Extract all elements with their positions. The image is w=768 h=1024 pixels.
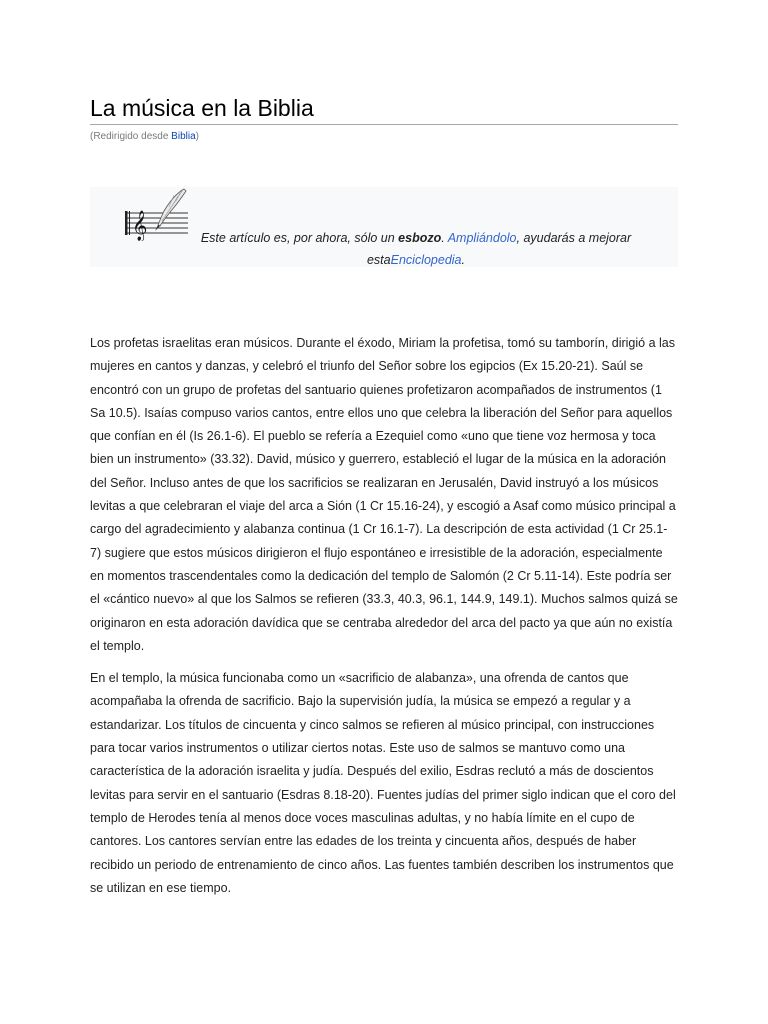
stub-notice-text xyxy=(186,227,646,271)
redirect-suffix: ) xyxy=(195,131,199,142)
paragraph: Los profetas israelitas eran músicos. Durante el éxodo, Miriam la profetisa, tomó su tamborín, dirigió a las mujeres en cantos y danzas, y celebró el triunfo del Señor sobre los egipcios (Ex 15.20-21). Saúl se encontró con un grupo de profetas del santuario quienes profetizaron acompañados de instrumentos (1 Sa 10.5). Isaías compuso varios cantos, entre ellos uno que celebra la liberación del Señor para aquellos que confían en él (Is 26.1-6). El pueblo se refería a Ezequiel como «uno que tiene voz hermosa y toca bien un instrumento» (33.32). David, músico y guerrero, estableció el lugar de la música en la adoración del Señor. Incluso antes de que los sacrificios se realizaran en Jerusalén, David instruyó a los músicos levitas a que celebraran el viaje del arca a Sión (1 Cr 15.16-24), y escogió a Asaf como músico principal a cargo del agradecimiento y alabanza continua (1 Cr 16.1-7). La descripción de esta actividad (1 Cr 25.1-7) sugiere que estos músicos dirigieron el flujo espontáneo e irresistible de la adoración, especialmente en momentos trascendentales como la dedicación del templo de Salomón (2 Cr 5.11-14). Este podría ser el «cántico nuevo» al que los Salmos se refieren (33.3, 40.3, 96.1, 144.9, 149.1). Muchos salmos quizá se originaron en esta adoración davídica que se centraba alrededor del arca del pacto ya que aún no existía el templo. xyxy=(90,336,678,653)
redirect-prefix: (Redirigido desde xyxy=(90,131,172,142)
stub-text-end: . xyxy=(461,253,465,267)
stub-text-before: Este artículo es, por ahora, sólo un xyxy=(200,231,399,245)
redirect-note xyxy=(90,130,678,144)
music-score-quill-icon xyxy=(122,187,188,241)
stub-notice-box xyxy=(90,187,678,267)
article-body xyxy=(90,332,678,900)
encyclopedia-link[interactable]: Enciclopedia xyxy=(390,253,462,267)
stub-bold-word: esbozo xyxy=(398,231,442,245)
paragraph: En el templo, la música funcionaba como un «sacrificio de alabanza», una ofrenda de cantos que acompañaba la ofrenda de sacrificio. Bajo la supervisión judía, la música se empezó a regular y a estandarizar. Los títulos de cincuenta y cinco salmos se refieren al músico principal, con instrucciones para tocar varios instrumentos o utilizar ciertos notas. Este uso de salmos se mantuvo como una característica de la adoración israelita y judía. Después del exilio, Esdras reclutó a más de doscientos levitas para servir en el santuario (Esdras 8.18-20). Fuentes judías del primer siglo indican que el coro del templo de Herodes tenía al menos doce voces masculinas adultas, y no había límite en el cupo de cantores. Los cantores servían entre las edades de los treinta y cincuenta años, después de haber recibido un periodo de entrenamiento de cinco años. Las fuentes también describen los instrumentos que se utilizan en ese tiempo. xyxy=(90,671,676,895)
page-title: La música en la Biblia xyxy=(90,0,678,125)
stub-text-after-bold: . xyxy=(441,231,448,245)
article-page xyxy=(90,0,678,909)
expand-article-link[interactable]: Ampliándolo xyxy=(447,231,517,245)
svg-text:𝄞: 𝄞 xyxy=(132,211,148,241)
redirect-source-link[interactable]: Biblia xyxy=(171,131,196,142)
stub-text-middle: , ayudarás a mejorar esta xyxy=(366,231,632,267)
